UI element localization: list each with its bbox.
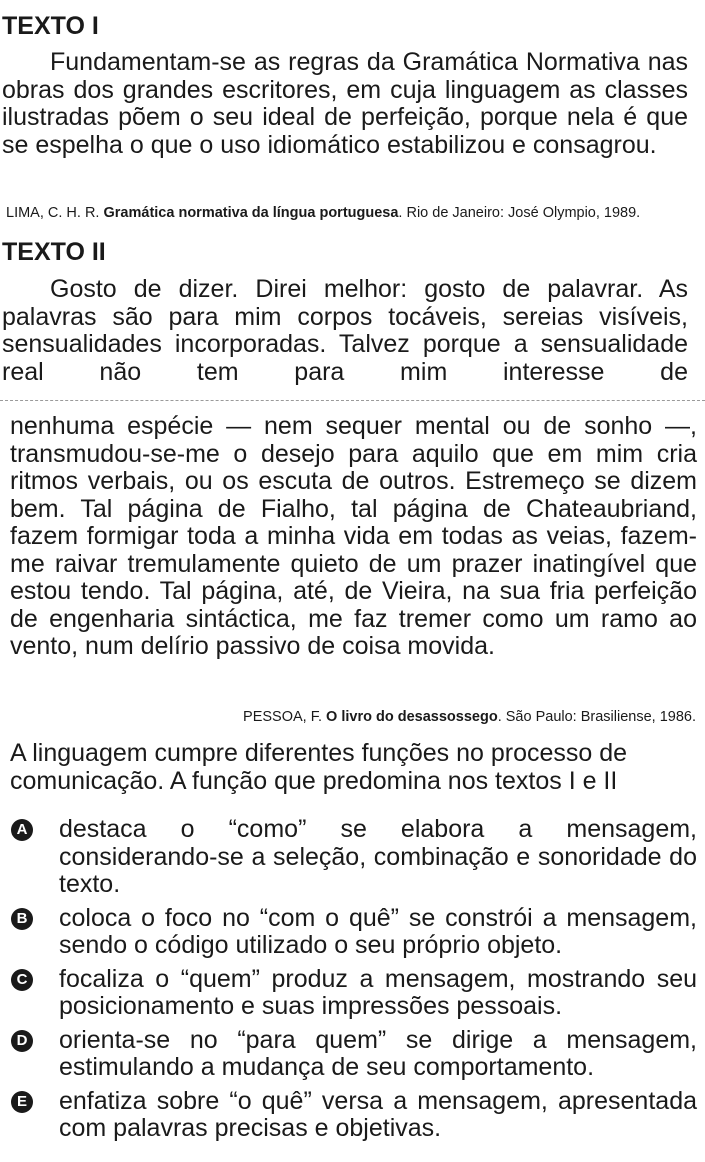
texto-2-source: [243, 708, 696, 726]
question-stem: A linguagem cumpre diferentes funções no processo de comunicação. A função que predomina nos textos I e II: [10, 739, 628, 795]
option-b[interactable]: [11, 905, 697, 960]
texto-1-source-work: Gramática normativa da língua portuguesa: [103, 205, 399, 221]
answer-options: [11, 816, 697, 1143]
texto-1-paragraph: Fundamentam-se as regras da Gramática Normativa nas obras dos grandes escritores, em cuja linguagem as classes ilustradas põem o seu ideal de perfeição, porque nela é que se espelha o que o uso idiomático estabilizou e consagrou.: [2, 48, 688, 159]
option-d-letter: D: [11, 1030, 33, 1052]
texto-2-title: TEXTO II: [2, 238, 106, 266]
texto-1-body: [2, 49, 688, 159]
option-c-letter: C: [11, 969, 33, 991]
option-d[interactable]: [11, 1027, 697, 1082]
option-a[interactable]: [11, 816, 697, 899]
texto-1-title: TEXTO I: [2, 12, 99, 40]
texto-2-source-author: PESSOA, F.: [243, 709, 327, 725]
option-a-letter: A: [11, 819, 33, 841]
option-e-text: enfatiza sobre “o quê” versa a mensagem, apresentada com palavras precisas e objetivas.: [59, 1086, 697, 1142]
option-c[interactable]: [11, 966, 697, 1021]
texto-2-body-top: [2, 276, 688, 386]
option-e[interactable]: [11, 1088, 697, 1143]
texto-1-source-author: LIMA, C. H. R.: [6, 205, 104, 221]
option-a-text: destaca o “como” se elabora a mensagem, considerando-se a seleção, combinação e sonoridade do texto.: [59, 815, 697, 898]
texto-2-source-rest: . São Paulo: Brasiliense, 1986.: [497, 709, 696, 725]
texto-2-body-bottom: [10, 413, 697, 661]
option-b-text: coloca o foco no “com o quê” se constrói a mensagem, sendo o código utilizado o seu próprio objeto.: [59, 903, 697, 959]
column-divider: [0, 400, 705, 401]
texto-1-source-rest: . Rio de Janeiro: José Olympio, 1989.: [398, 205, 641, 221]
texto-1-source: [6, 204, 640, 222]
option-b-letter: B: [11, 908, 33, 930]
option-c-text: focaliza o “quem” produz a mensagem, mostrando seu posicionamento e suas impressões pessoais.: [59, 964, 697, 1020]
texto-2-paragraph-part-2: nenhuma espécie — nem sequer mental ou de sonho —, transmudou-se-me o desejo para aquilo que em mim cria ritmos verbais, ou os escuta de outros. Estremeço se dizem bem. Tal página de Fialho, tal página de Chateaubriand, fazem formigar toda a minha vida em todas as veias, fazem-me raivar tremulamente quieto de um prazer inatingível que estou tendo. Tal página, até, de Vieira, na sua fria perfeição de engenharia sintáctica, me faz tremer como um ramo ao vento, num delírio passivo de coisa movida.: [10, 412, 697, 660]
texto-2-source-work: O livro do desassossego: [326, 709, 498, 725]
texto-2-paragraph-part-1: Gosto de dizer. Direi melhor: gosto de palavrar. As palavras são para mim corpos tocáveis, sereias visíveis, sensualidades incorporadas. Talvez porque a sensualidade real não tem para mim interesse de: [2, 275, 688, 386]
option-d-text: orienta-se no “para quem” se dirige a mensagem, estimulando a mudança de seu comportamento.: [59, 1025, 697, 1081]
option-e-letter: E: [11, 1091, 33, 1113]
